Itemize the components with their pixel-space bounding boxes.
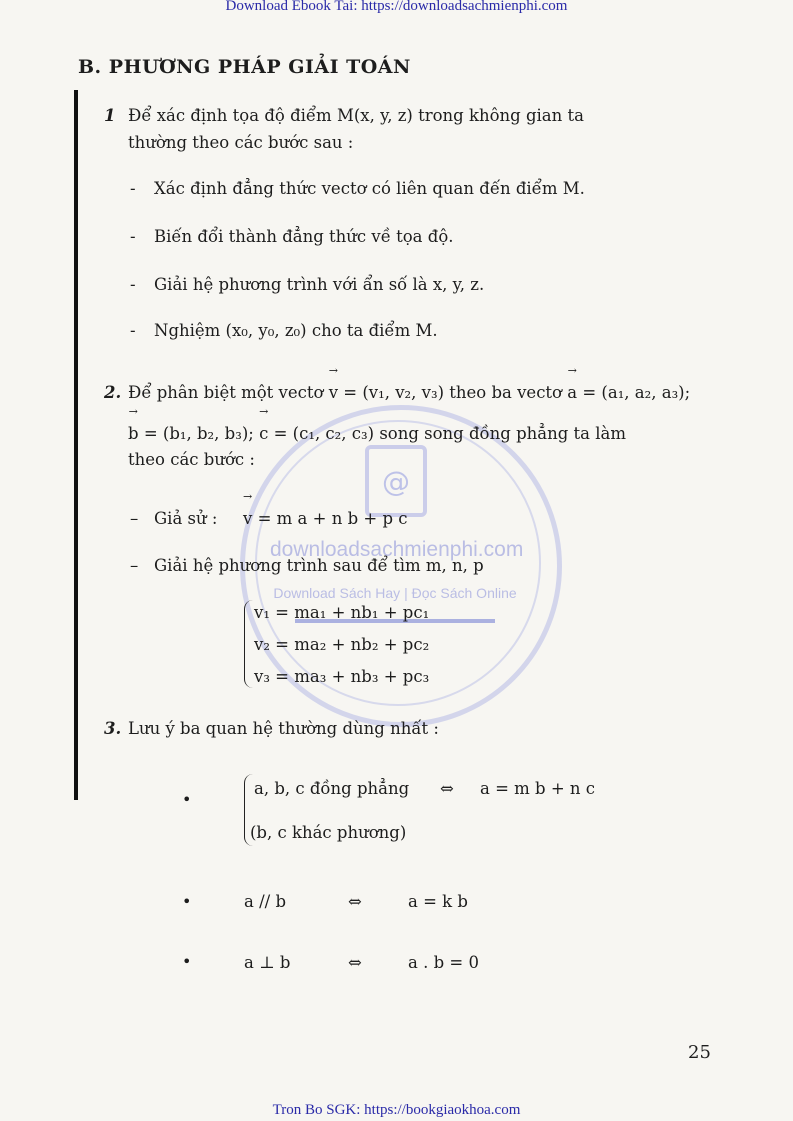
section2-step1-eq — [243, 506, 408, 532]
section1-step-dash: - — [130, 321, 136, 340]
section2-line2-a: = (b₁, b₂, b₃); — [143, 424, 254, 443]
section1-step-dash: - — [130, 275, 136, 294]
vector-v: → v — [243, 506, 252, 532]
header-download-link[interactable]: Download Ebook Tai: https://downloadsachmienphi.com — [225, 0, 568, 14]
relation1-line1: a, b, c đồng phẳng — [254, 779, 410, 798]
vector-c: → c — [259, 421, 268, 447]
footer-link[interactable]: Tron Bo SGK: https://bookgiaokhoa.com — [272, 1102, 521, 1118]
section1-step-1: Xác định đẳng thức vectơ có liên quan đến điểm M. — [154, 179, 585, 198]
bullet: • — [182, 790, 192, 809]
section2-step2: Giải hệ phương trình sau để tìm m, n, p — [154, 556, 484, 575]
relation1-iff: ⇔ — [440, 779, 454, 798]
system-brace — [244, 600, 253, 688]
watermark-tagline: Download Sách Hay | Đọc Sách Online — [273, 585, 517, 601]
vector-v: → v — [329, 380, 338, 406]
section3-title: Lưu ý ba quan hệ thường dùng nhất : — [128, 719, 439, 738]
watermark-site: downloadsachmienphi.com — [270, 538, 524, 561]
page-number: 25 — [688, 1042, 711, 1063]
section1-intro-line2: thường theo các bước sau : — [128, 133, 354, 152]
section-heading: B. PHƯƠNG PHÁP GIẢI TOÁN — [78, 56, 411, 78]
system-eq-3: v₃ = ma₃ + nb₃ + pc₃ — [254, 667, 430, 686]
section2-line2-d: = (c₁, c₂, c₃) song song đồng phẳng ta làm — [273, 424, 627, 443]
vector-a: → a — [567, 380, 577, 406]
relation1-rhs: a = m b + n c — [480, 779, 596, 798]
section2-line1-a: Để phân biệt một vectơ — [128, 383, 324, 402]
section1-number: 1 — [104, 106, 116, 125]
relation2-lhs: a // b — [244, 892, 287, 911]
system-eq-2: v₂ = ma₂ + nb₂ + pc₂ — [254, 635, 430, 654]
section1-step-2: Biến đổi thành đẳng thức về tọa độ. — [154, 227, 454, 246]
section2-step-dash: – — [130, 556, 139, 575]
section2-line1-b: = (v₁, v₂, v₃) theo ba vectơ — [343, 383, 562, 402]
section2-step1-rhs: = m a + n b + p c — [257, 509, 408, 528]
section2-line2 — [128, 421, 626, 447]
section2-line1-c: = (a₁, a₂, a₃); — [582, 383, 691, 402]
book-at-icon: @ — [365, 445, 427, 517]
section1-intro-line1: Để xác định tọa độ điểm M(x, y, z) trong không gian ta — [128, 106, 584, 125]
relation2-rhs: a = k b — [408, 892, 468, 911]
relation3-rhs: a . b = 0 — [408, 953, 479, 972]
section2-number: 2. — [104, 383, 122, 402]
bullet: • — [182, 952, 192, 971]
section2-step-dash: – — [130, 509, 139, 528]
margin-bar — [74, 90, 78, 800]
section2-step1-label: Giả sử : — [154, 509, 218, 528]
section2-line1 — [128, 380, 690, 406]
relation2-iff: ⇔ — [348, 892, 362, 911]
relation1-line2: (b, c khác phương) — [250, 823, 407, 842]
section1-step-dash: - — [130, 179, 136, 198]
relation3-iff: ⇔ — [348, 953, 362, 972]
vector-b: → b — [128, 421, 139, 447]
section1-step-4: Nghiệm (x₀, y₀, z₀) cho ta điểm M. — [154, 321, 438, 340]
section1-step-3: Giải hệ phương trình với ẩn số là x, y, z. — [154, 275, 485, 294]
section1-step-dash: - — [130, 227, 136, 246]
bullet: • — [182, 892, 192, 911]
section3-number: 3. — [104, 719, 122, 738]
relation3-lhs: a ⊥ b — [244, 953, 291, 972]
section2-line3: theo các bước : — [128, 450, 255, 469]
system-eq-1: v₁ = ma₁ + nb₁ + pc₁ — [254, 603, 430, 622]
